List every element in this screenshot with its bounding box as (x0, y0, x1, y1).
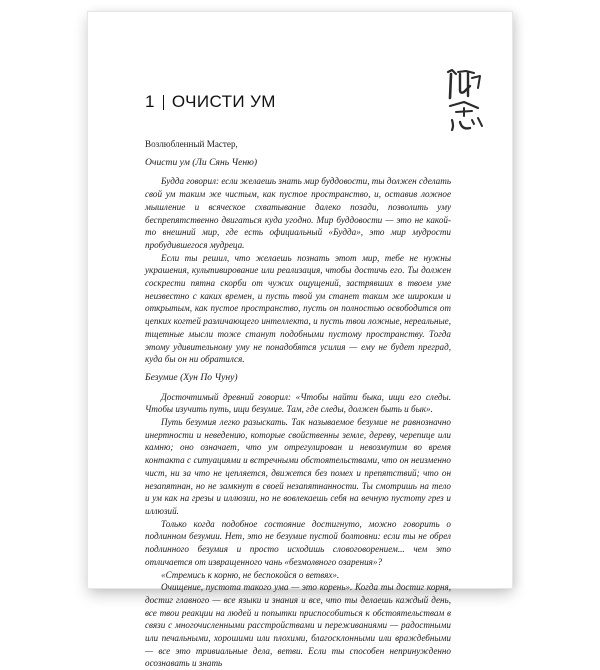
salutation: Возлюбленный Мастер, (145, 139, 238, 149)
paragraph: Только когда подобное состояние достигнуто, можно говорить о подлинном безумии. Нет, это не безумие пустой болтовни: если ты не обрел подлинного безумия и просто исходишь словоговорением... чем это отличается от извращенного чань «безмолвного озарения»? (145, 518, 451, 567)
question-heading: Безумие (Хун По Чуну) (145, 371, 238, 383)
question-heading: Очисти ум (Ли Сянь Ченю) (145, 156, 258, 168)
paragraph: «Стремись к корню, не беспокойся о ветвях». (161, 569, 340, 580)
book-page (88, 12, 512, 669)
paragraph: Если ты решил, что желаешь познать этот мир, тебе не нужны украшения, культивирование или реализация, чтобы достичь его. Ты должен соскрести пятна скорби от чужих ощущений, застрявших в твоем уме неизвестно с каких времен, и пусть твой ум станет таким же широким и открытым, как пустое пространство, пусть он полностью освободится от цепких когтей различающего интеллекта, и пусть твои ложные, нереальные, тщетные мысли тоже станут подобными пустому пространству. Тогда этому удивительному уму не понадобятся усилия — ему не будет преград, куда бы он ни обратился. (145, 252, 451, 365)
paragraph: Путь безумия легко разыскать. Так называемое безумие не равнозначно инертности и неведению, которые свойственны земле, дереву, черепице или камню; оно означает, что ум отрегулирован и невозмутим во время контакта с ситуациями и встречными обстоятельствами, что он неизменно чист, ни за что не цепляется, движется без помех и препятствий; что он незапятнан, но не замкнут в своей незапятнанности. Ты смотришь на тело и ум как на грезы и иллюзии, но не вовлекаешь себя на вечную пустоту грез и иллюзий. (145, 417, 451, 516)
chapter-title: ОЧИСТИ УМ (171, 92, 276, 111)
calligraphy-characters-icon (442, 68, 486, 136)
chapter-number: 1 (145, 92, 155, 111)
page-body (145, 138, 451, 670)
paragraph: Очищение, пустота такого ума — это корень». Когда ты достиг корня, достиг главного — все языки и знания и все, что ты делаешь каждый день, все твои реакции на людей и попытки приспособиться к обстоятельствам в связи с многочисленными расстройствами и переживаниями — радостными или печальными, хорошими или плохими, благосклонными или враждебными — все это тривиальные дела, ветви. Если ты способен непринужденно осознавать и знать (145, 582, 451, 669)
paragraph: Будда говорил: если желаешь знать мир буддовости, ты должен сделать свой ум таким же чистым, как пустое пространство, и, оставив ложное мышление и всяческое схватывание далеко позади, позволить уму беспрепятственно двигаться куда угодно. Мир буддовости — это не какой-то внешний мир, где есть официальный «Будда», это мир мудрости пробудившегося мудреца. (145, 176, 451, 250)
chapter-divider (163, 95, 164, 110)
paragraph: Досточтимый древний говорил: «Чтобы найти быка, ищи его следы. Чтобы изучить путь, ищи безумие. Там, где следы, должен быть и бык». (145, 391, 451, 415)
chapter-heading (145, 92, 276, 112)
